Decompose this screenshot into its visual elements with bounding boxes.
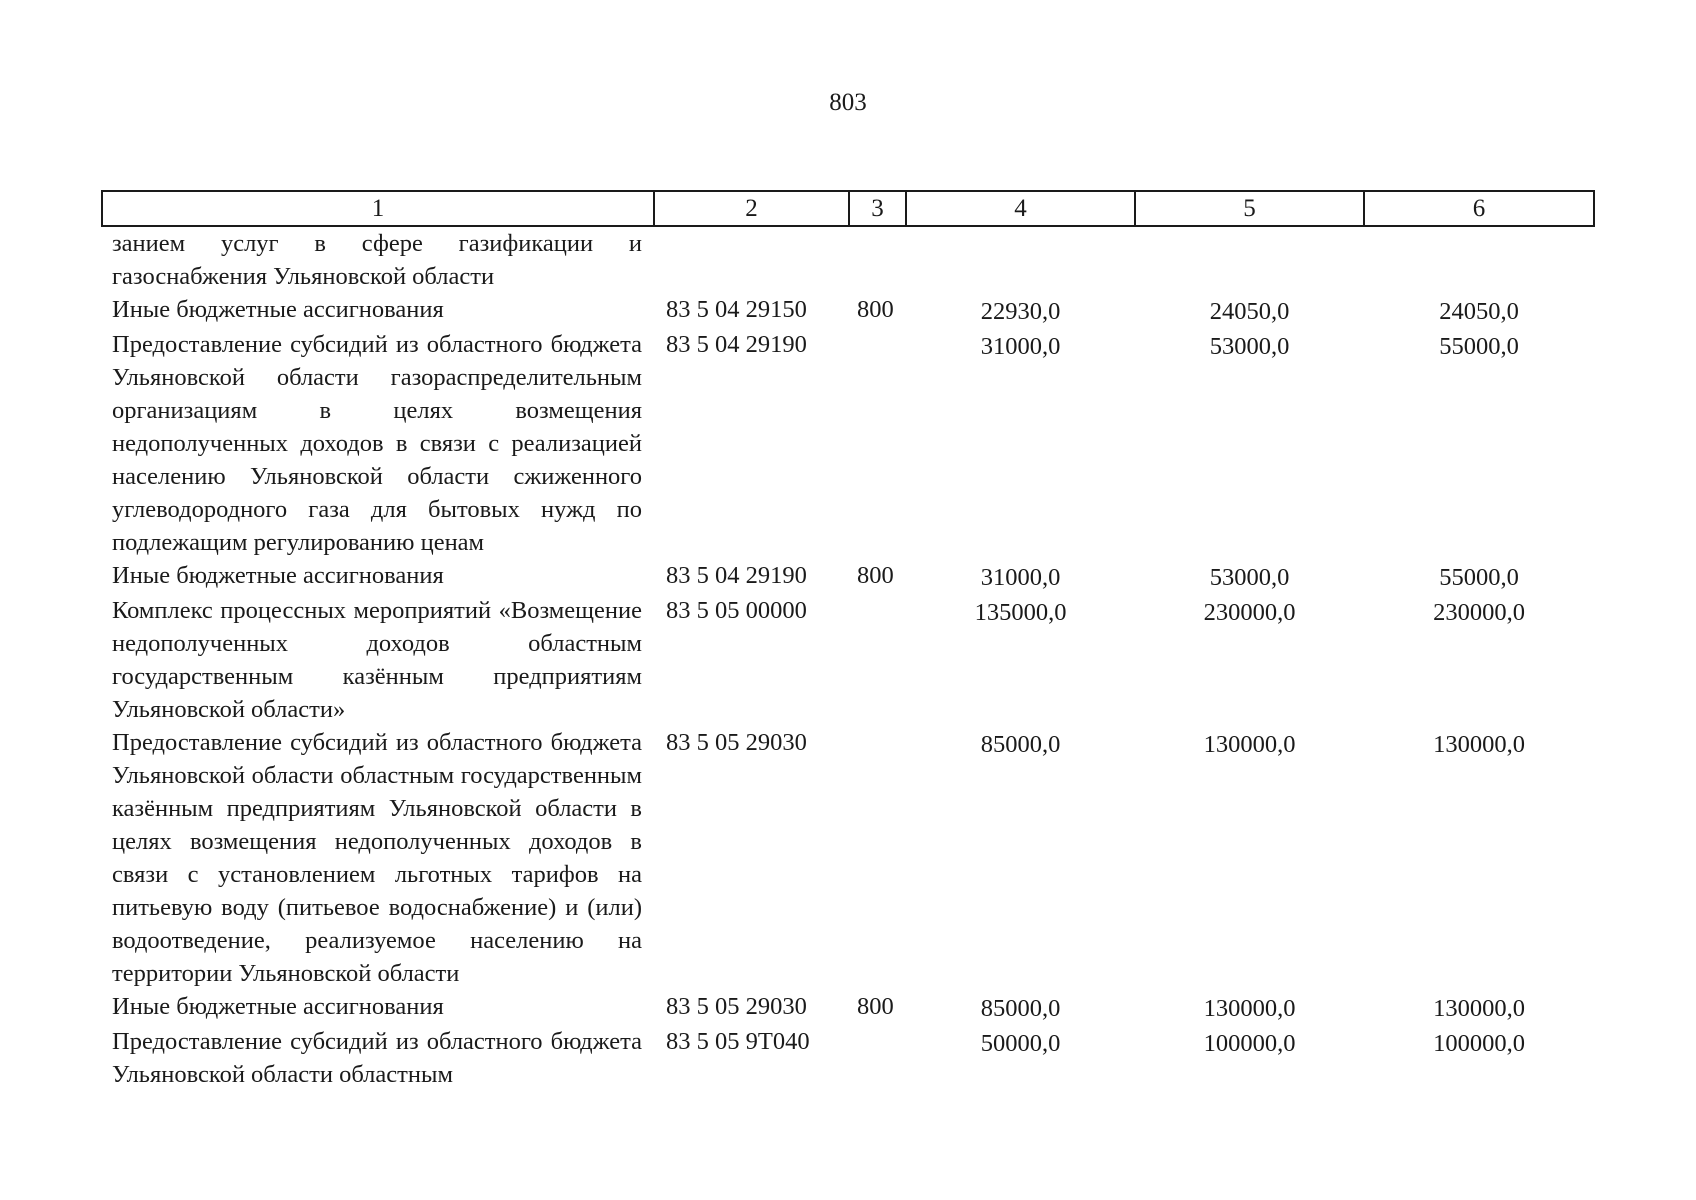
row-value-col-4: 31000,0 — [980, 564, 1061, 591]
row-value-col-5: 53000,0 — [1209, 564, 1290, 591]
row-value-col-5 — [1135, 226, 1364, 293]
row-value-col-5: 230000,0 — [1203, 599, 1296, 626]
row-code: 83 5 05 29030 — [666, 993, 807, 1020]
row-expense-type — [849, 328, 906, 559]
row-code: 83 5 04 29150 — [666, 296, 807, 323]
table-row — [102, 328, 1594, 559]
row-code — [654, 226, 849, 293]
row-value-col-4: 85000,0 — [980, 995, 1061, 1022]
row-value-col-4 — [906, 226, 1135, 293]
row-value-col-6: 130000,0 — [1433, 731, 1525, 758]
row-value-col-6: 230000,0 — [1433, 599, 1525, 626]
table-row — [102, 726, 1594, 990]
row-expense-type — [849, 726, 906, 990]
row-expense-type: 800 — [857, 296, 894, 323]
row-value-col-4: 85000,0 — [980, 731, 1061, 758]
table-row — [102, 1025, 1594, 1091]
row-value-col-6: 55000,0 — [1439, 333, 1519, 360]
header-col-4: 4 — [906, 191, 1135, 226]
row-value-col-6: 24050,0 — [1439, 298, 1519, 325]
header-col-1: 1 — [102, 191, 654, 226]
row-value-col-5: 100000,0 — [1203, 1030, 1296, 1057]
header-col-3: 3 — [849, 191, 906, 226]
row-expense-type — [849, 226, 906, 293]
row-name: Предоставление субсидий из областного бюджета Ульяновской области газораспределительным организациям в целях возмещения недополученных доходов в связи с реализацией населению Ульяновской области сжиженного углеводородного газа для бытовых нужд по подлежащим регулированию ценам — [112, 331, 642, 556]
row-name: Предоставление субсидий из областного бюджета Ульяновской области областным государственным казённым предприятиям Ульяновской области в целях возмещения недополученных доходов в связи с установлением льготных тарифов на питьевую воду (питьевое водоснабжение) и (или) водоотведение, реализуемое населению на территории Ульяновской области — [112, 729, 642, 987]
row-value-col-4: 50000,0 — [980, 1030, 1061, 1057]
table-row — [102, 559, 1594, 594]
table-row — [102, 226, 1594, 293]
row-name: Иные бюджетные ассигнования — [112, 296, 444, 323]
table-row — [102, 990, 1594, 1025]
row-expense-type — [849, 1025, 906, 1091]
table-header-row — [102, 191, 1594, 226]
row-name: Иные бюджетные ассигнования — [112, 993, 444, 1020]
row-name: Иные бюджетные ассигнования — [112, 562, 444, 589]
row-value-col-6: 130000,0 — [1433, 995, 1525, 1022]
row-value-col-5: 130000,0 — [1203, 995, 1296, 1022]
row-name: Предоставление субсидий из областного бюджета Ульяновской области областным — [112, 1028, 642, 1088]
row-value-col-4: 135000,0 — [974, 599, 1067, 626]
row-value-col-5: 24050,0 — [1209, 298, 1290, 325]
row-expense-type: 800 — [857, 562, 894, 589]
header-col-5: 5 — [1135, 191, 1364, 226]
table-row — [102, 594, 1594, 726]
row-value-col-6: 55000,0 — [1439, 564, 1519, 591]
row-expense-type — [849, 594, 906, 726]
header-col-2: 2 — [654, 191, 849, 226]
header-col-6: 6 — [1364, 191, 1594, 226]
budget-allocation-table — [101, 190, 1595, 1091]
row-code: 83 5 05 29030 — [666, 729, 807, 756]
row-value-col-4: 22930,0 — [980, 298, 1061, 325]
row-expense-type: 800 — [857, 993, 894, 1020]
row-value-col-6: 100000,0 — [1433, 1030, 1525, 1057]
table-row — [102, 293, 1594, 328]
row-code: 83 5 05 00000 — [666, 597, 807, 624]
row-value-col-6 — [1364, 226, 1594, 293]
row-code: 83 5 05 9Т040 — [666, 1028, 810, 1055]
row-value-col-4: 31000,0 — [980, 333, 1061, 360]
row-code: 83 5 04 29190 — [666, 562, 807, 589]
row-name: Комплекс процессных мероприятий «Возмещение недополученных доходов областным государственным казённым предприятиям Ульяновской области» — [112, 597, 642, 723]
row-value-col-5: 53000,0 — [1209, 333, 1290, 360]
row-code: 83 5 04 29190 — [666, 331, 807, 358]
row-value-col-5: 130000,0 — [1203, 731, 1296, 758]
page-number: 803 — [829, 89, 867, 116]
row-name: занием услуг в сфере газификации и газоснабжения Ульяновской области — [112, 230, 642, 290]
